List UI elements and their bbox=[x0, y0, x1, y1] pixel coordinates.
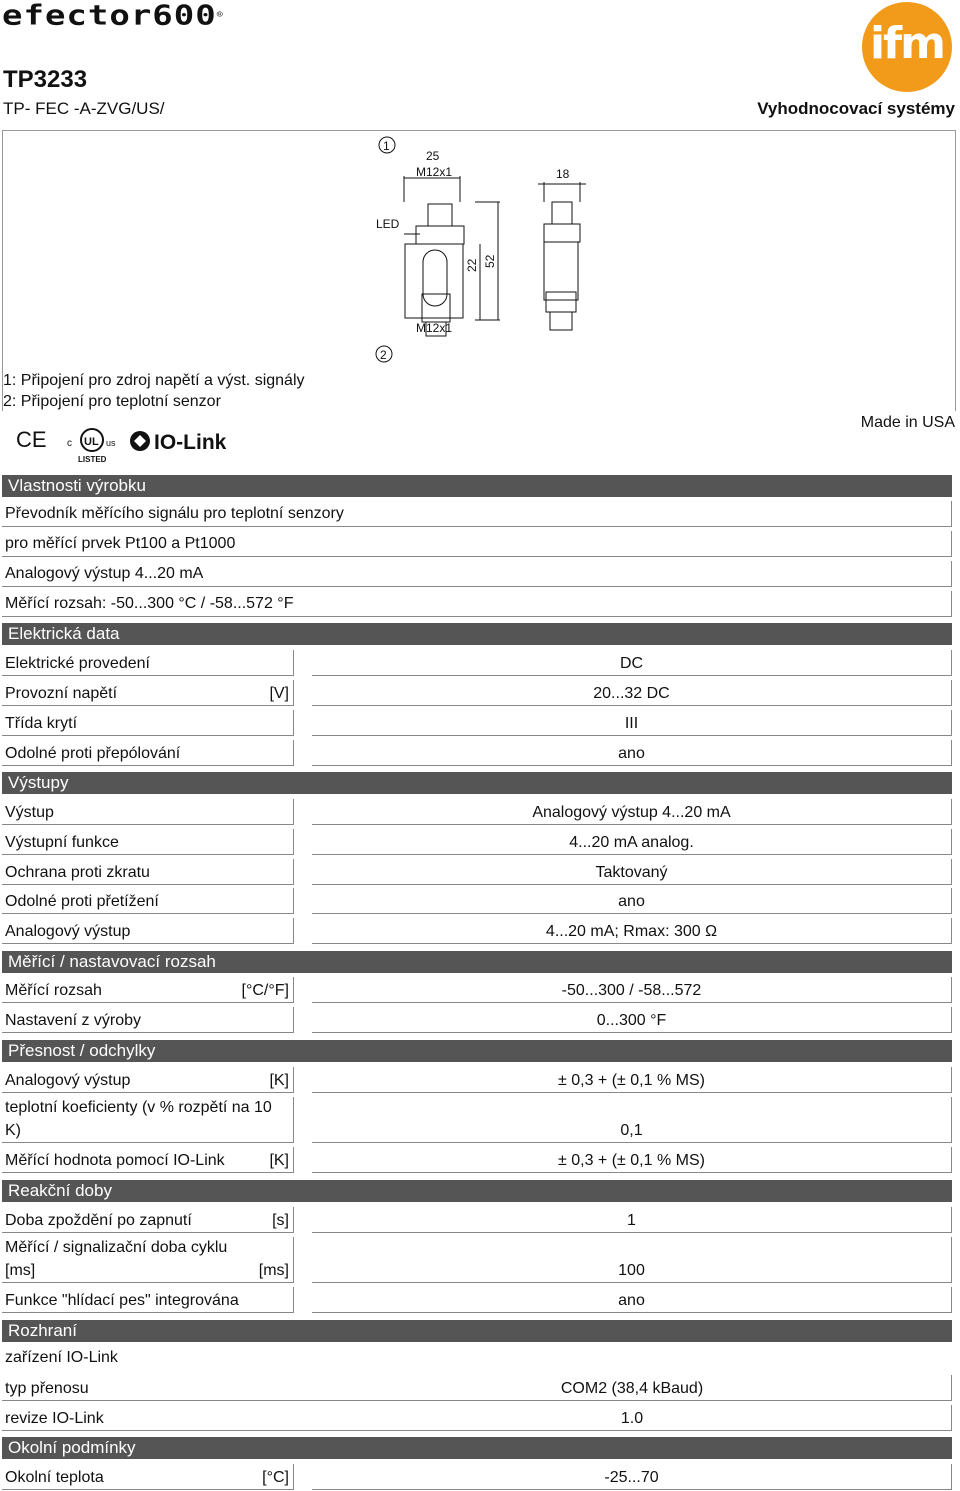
spec-value: Taktovaný bbox=[312, 859, 952, 885]
feature-row: Převodník měřícího signálu pro teplotní senzory bbox=[2, 501, 952, 527]
top-connector bbox=[428, 204, 452, 226]
svg-text:LISTED: LISTED bbox=[78, 455, 107, 464]
spec-label: Analogový výstup [K] bbox=[2, 1067, 294, 1093]
section-header-vystupy: Výstupy bbox=[2, 772, 952, 794]
spec-label: Okolní teplota [°C] bbox=[2, 1464, 294, 1490]
dimension-drawing bbox=[360, 132, 620, 368]
right-bottom-connector bbox=[550, 312, 572, 330]
spec-value: III bbox=[312, 710, 952, 736]
led-window bbox=[423, 250, 447, 306]
made-in: Made in USA bbox=[860, 414, 955, 431]
ce-mark: CE bbox=[16, 427, 47, 452]
iolink-logo bbox=[130, 431, 227, 454]
section-header-rozhrani: Rozhraní bbox=[2, 1320, 952, 1342]
spec-value: -50...300 / -58...572 bbox=[312, 977, 952, 1003]
legend-item-1: 1: Připojení pro zdroj napětí a výst. signály bbox=[3, 372, 305, 389]
spec-value: -25...70 bbox=[312, 1464, 952, 1490]
spec-label: Elektrické provedení bbox=[2, 650, 294, 676]
spec-label: Analogový výstup bbox=[2, 918, 294, 944]
feature-row: pro měřící prvek Pt100 a Pt1000 bbox=[2, 531, 952, 557]
spec-value: 0,1 bbox=[312, 1097, 952, 1143]
interface-row: revize IO-Link 1.0 bbox=[2, 1405, 952, 1431]
feature-row: Analogový výstup 4...20 mA bbox=[2, 561, 952, 587]
product-variant: TP- FEC -A-ZVG/US/ bbox=[3, 99, 165, 118]
hex-nut bbox=[416, 226, 464, 244]
ifm-logo: ifm bbox=[862, 2, 952, 92]
product-category: Vyhodnocovací systémy bbox=[757, 99, 955, 118]
spec-value: ± 0,3 + (± 0,1 % MS) bbox=[312, 1067, 952, 1093]
spec-label: Měřící hodnota pomocí IO-Link [K] bbox=[2, 1147, 294, 1173]
spec-value: 20...32 DC bbox=[312, 680, 952, 706]
spec-value: ano bbox=[312, 888, 952, 914]
svg-text:us: us bbox=[106, 438, 116, 448]
spec-label: Měřící rozsah [°C/°F] bbox=[2, 977, 294, 1003]
section-header-merici: Měřící / nastavovací rozsah bbox=[2, 951, 952, 973]
spec-label: Nastavení z výroby bbox=[2, 1007, 294, 1033]
dim-25: 25 bbox=[426, 149, 440, 163]
section-header-presnost: Přesnost / odchylky bbox=[2, 1040, 952, 1062]
legend-item-2: 2: Připojení pro teplotní senzor bbox=[3, 393, 221, 410]
spec-value: ± 0,3 + (± 0,1 % MS) bbox=[312, 1147, 952, 1173]
section-header-vlastnosti: Vlastnosti výrobku bbox=[2, 475, 952, 497]
svg-text:c: c bbox=[67, 438, 72, 449]
product-code: TP3233 bbox=[3, 66, 88, 93]
spec-value: 4...20 mA; Rmax: 300 Ω bbox=[312, 918, 952, 944]
interface-row: typ přenosu COM2 (38,4 kBaud) bbox=[2, 1375, 952, 1401]
spec-label: Třída krytí bbox=[2, 710, 294, 736]
right-body bbox=[544, 242, 578, 300]
spec-value: 100 bbox=[312, 1237, 952, 1283]
callout-2: 2 bbox=[380, 348, 387, 362]
efector600-logo: efector600® bbox=[2, 0, 224, 32]
spec-label: Odolné proti přepólování bbox=[2, 740, 294, 766]
spec-label: Ochrana proti zkratu bbox=[2, 859, 294, 885]
svg-text:UL: UL bbox=[84, 436, 99, 448]
spec-value: 4...20 mA analog. bbox=[312, 829, 952, 855]
spec-label: Provozní napětí [V] bbox=[2, 680, 294, 706]
right-top-connector bbox=[552, 202, 572, 224]
spec-value: DC bbox=[312, 650, 952, 676]
callout-1: 1 bbox=[383, 139, 390, 153]
spec-label: Měřící / signalizační doba cyklu [ms] [ms] bbox=[2, 1237, 294, 1283]
right-hex bbox=[544, 224, 580, 242]
spec-label: teplotní koeficienty (v % rozpětí na 10 K) bbox=[2, 1097, 294, 1143]
spec-label: Výstupní funkce bbox=[2, 829, 294, 855]
spec-value: 1 bbox=[312, 1207, 952, 1233]
spec-value: ano bbox=[312, 1287, 952, 1313]
ul-listed-mark bbox=[67, 429, 116, 464]
right-bottom-hex bbox=[546, 292, 576, 312]
dim-18: 18 bbox=[556, 167, 570, 181]
thread-bottom: M12x1 bbox=[416, 321, 453, 335]
feature-row: Měřící rozsah: -50...300 °C / -58...572 °F bbox=[2, 591, 952, 617]
section-header-reakcni: Reakční doby bbox=[2, 1180, 952, 1202]
certification-logos bbox=[16, 425, 256, 465]
spec-label: Odolné proti přetížení bbox=[2, 888, 294, 914]
section-header-elektricka: Elektrická data bbox=[2, 623, 952, 645]
spec-label: Výstup bbox=[2, 799, 294, 825]
spec-label: Funkce "hlídací pes" integrována bbox=[2, 1287, 294, 1313]
section-header-okolni: Okolní podmínky bbox=[2, 1437, 952, 1459]
dim-52: 52 bbox=[483, 254, 497, 268]
svg-text:IO-Link: IO-Link bbox=[154, 431, 227, 454]
spec-value: Analogový výstup 4...20 mA bbox=[312, 799, 952, 825]
spec-label: Doba zpoždění po zapnutí [s] bbox=[2, 1207, 294, 1233]
dim-22: 22 bbox=[465, 258, 479, 272]
sensor-body bbox=[405, 244, 463, 318]
led-label: LED bbox=[376, 217, 400, 231]
thread-top: M12x1 bbox=[416, 165, 453, 179]
spec-value: ano bbox=[312, 740, 952, 766]
spec-value: 0...300 °F bbox=[312, 1007, 952, 1033]
subheading-iolink: zařízení IO-Link bbox=[5, 1349, 118, 1366]
